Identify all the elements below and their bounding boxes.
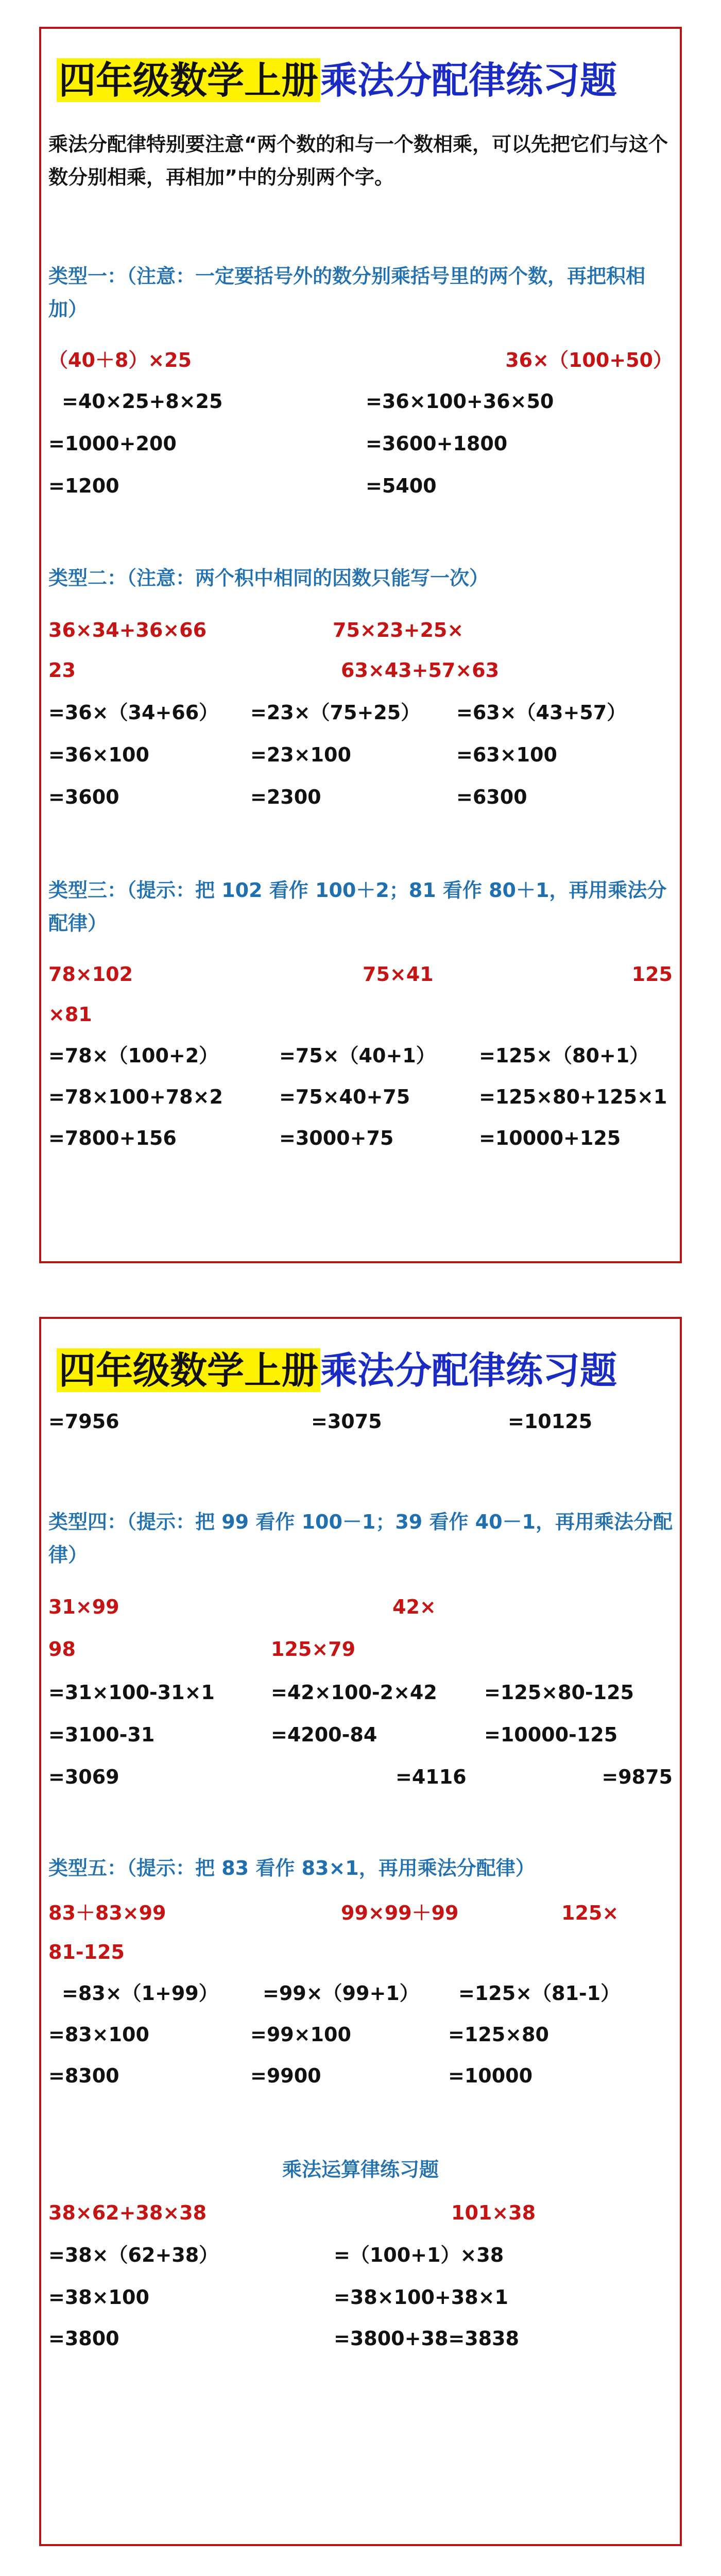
type3-step: =75×（40+1） xyxy=(279,1044,436,1067)
type5-step: =10000 xyxy=(448,2064,533,2087)
type5-step: =83×（1+99） xyxy=(62,1982,218,2005)
type4-step: =10000-125 xyxy=(484,1723,618,1746)
type2-step: =36×100 xyxy=(48,743,149,766)
type1-step: =40×25+8×25 xyxy=(62,390,223,413)
worksheet-page-2 xyxy=(39,1317,682,2546)
type5-step: =125×80 xyxy=(448,2023,549,2046)
type5-step: =99×100 xyxy=(250,2023,351,2046)
type2-step: =36×（34+66） xyxy=(48,701,219,724)
page-title xyxy=(57,54,617,107)
type3-question-1: 78×102 xyxy=(48,963,133,986)
section-heading: 乘法运算律练习题 xyxy=(282,2158,439,2181)
type5-step: =83×100 xyxy=(48,2023,149,2046)
type1-heading: 类型一：（注意：一定要括号外的数分别乘括号里的两个数，再把积相加） xyxy=(48,265,646,320)
type2-step: =6300 xyxy=(456,786,527,808)
type3-step: =75×40+75 xyxy=(279,1086,410,1108)
type2-question-2-cont: 23 xyxy=(48,659,76,682)
type5-question-1: 83＋83×99 xyxy=(48,1902,166,1924)
worksheet-page-1 xyxy=(39,27,682,1263)
type1-question-2: 36×（100+50） xyxy=(505,349,673,371)
type4-step: =3100-31 xyxy=(48,1723,155,1746)
type3-question-3-cont: ×81 xyxy=(48,1003,92,1026)
type2-question-3: 63×43+57×63 xyxy=(341,659,500,682)
type5-question-3-cont: 81-125 xyxy=(48,1941,125,1963)
type5-question-2: 99×99＋99 xyxy=(341,1902,459,1924)
exercise-step: =3800+38=3838 xyxy=(334,2327,519,2350)
type1-step: =1000+200 xyxy=(48,432,177,455)
type3-question-2: 75×41 xyxy=(363,963,434,986)
type4-question-2-cont: 98 xyxy=(48,1638,76,1660)
type2-heading: 类型二：（注意：两个积中相同的因数只能写一次） xyxy=(48,567,489,589)
type4-step: =4200-84 xyxy=(271,1723,377,1746)
type4-step: =125×80-125 xyxy=(484,1681,634,1704)
exercise-question-1: 38×62+38×38 xyxy=(48,2201,207,2224)
type3-step: =125×（80+1） xyxy=(479,1044,649,1067)
exercise-step: =3800 xyxy=(48,2327,119,2350)
type2-question-1: 36×34+36×66 xyxy=(48,619,207,641)
type1-step: =1200 xyxy=(48,474,119,497)
type5-step: =9900 xyxy=(250,2064,321,2087)
type4-question-1: 31×99 xyxy=(48,1596,119,1618)
type4-question-3: 125×79 xyxy=(271,1638,356,1660)
title-highlight: 四年级数学上册 xyxy=(57,1348,320,1392)
type5-question-3: 125× xyxy=(561,1902,619,1924)
intro-text: 乘法分配律特别要注意“两个数的和与一个数相乘，可以先把它们与这个数分别相乘，再相加”中的分别两个字。 xyxy=(48,133,668,189)
type1-step: =36×100+36×50 xyxy=(366,390,554,413)
type3-step: =78×（100+2） xyxy=(48,1044,219,1067)
type2-step: =23×（75+25） xyxy=(250,701,421,724)
title-text: 乘法分配律练习题 xyxy=(320,1348,617,1392)
type3-heading: 类型三：（提示：把 102 看作 100＋2；81 看作 80＋1，再用乘法分配律） xyxy=(48,879,667,935)
type2-step: =63×（43+57） xyxy=(456,701,627,724)
type1-step: =5400 xyxy=(366,474,437,497)
type2-question-2: 75×23+25× xyxy=(333,619,464,641)
type1-question-1: （40＋8）×25 xyxy=(48,349,192,371)
type4-question-2: 42× xyxy=(392,1596,436,1618)
title-highlight: 四年级数学上册 xyxy=(57,58,320,102)
type3-question-3: 125 xyxy=(631,963,673,986)
type4-step: =42×100-2×42 xyxy=(271,1681,437,1704)
type4-step: =3069 xyxy=(48,1766,119,1788)
continued-result: =10125 xyxy=(508,1410,593,1433)
exercise-step: =38×100+38×1 xyxy=(334,2286,508,2309)
type1-step: =3600+1800 xyxy=(366,432,508,455)
continued-result: =7956 xyxy=(48,1410,119,1433)
type2-step: =23×100 xyxy=(250,743,351,766)
exercise-step: =（100+1）×38 xyxy=(334,2244,504,2266)
type2-step: =3600 xyxy=(48,786,119,808)
type5-heading: 类型五：（提示：把 83 看作 83×1，再用乘法分配律） xyxy=(48,1857,535,1879)
continued-result: =3075 xyxy=(311,1410,382,1433)
page-title xyxy=(57,1344,617,1397)
type4-heading: 类型四：（提示：把 99 看作 100－1；39 看作 40－1，再用乘法分配律） xyxy=(48,1511,673,1566)
type2-step: =2300 xyxy=(250,786,321,808)
type5-step: =125×（81-1） xyxy=(458,1982,621,2005)
type4-step: =9875 xyxy=(602,1766,673,1788)
type2-step: =63×100 xyxy=(456,743,557,766)
type3-step: =10000+125 xyxy=(479,1127,621,1149)
type4-step: =4116 xyxy=(396,1766,467,1788)
type3-step: =78×100+78×2 xyxy=(48,1086,223,1108)
type3-step: =125×80+125×1 xyxy=(479,1086,667,1108)
type5-step: =99×（99+1） xyxy=(263,1982,419,2005)
type3-step: =7800+156 xyxy=(48,1127,177,1149)
type5-step: =8300 xyxy=(48,2064,119,2087)
exercise-step: =38×（62+38） xyxy=(48,2244,219,2266)
title-text: 乘法分配律练习题 xyxy=(320,58,617,102)
type3-step: =3000+75 xyxy=(279,1127,394,1149)
type4-step: =31×100-31×1 xyxy=(48,1681,215,1704)
exercise-step: =38×100 xyxy=(48,2286,149,2309)
exercise-question-2: 101×38 xyxy=(451,2201,536,2224)
